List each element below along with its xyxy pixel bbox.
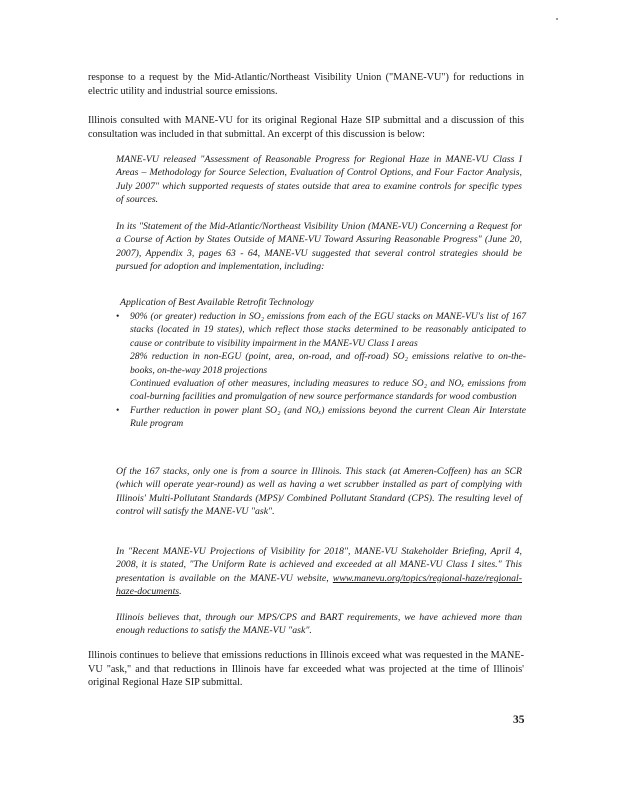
list-item-text: 90% (or greater) reduction in SO₂ emissions from each of the EGU stacks on MANE-VU's list of 167 stacks (located in 19 states), which reflect those stacks determined to be reasonably anticipated to cause or contribute to visibility impairment in the MANE-VU Class I areas: [130, 311, 526, 349]
excerpt-paragraph-2: In its "Statement of the Mid-Atlantic/Northeast Visibility Union (MANE-VU) Concerning a Request for a Course of Action by States Outside of MANE-VU Toward Assuring Reasonable Progress" (June 20, 2007), Appendix 3, pages 63 - 64, MANE-VU suggested that several control strategies should be pursued for adoption and implementation, including:: [116, 221, 522, 273]
closing-paragraph: Illinois continues to believe that emissions reductions in Illinois exceed what was requested in the MANE-VU "ask," and that reductions in Illinois have far exceeded what was projected at the time of Illinois' original Regional Haze SIP submittal.: [88, 650, 524, 689]
excerpt-paragraph-1: MANE-VU released "Assessment of Reasonable Progress for Regional Haze in MANE-VU Class I Areas – Methodology for Source Selection, Evaluation of Control Options, and Four Factor Analysis, July 2007" which supported requests of states outside that area to examine controls for specific types of sources.: [116, 154, 522, 206]
excerpt-paragraph-4-end: .: [179, 586, 182, 598]
list-item: [116, 377, 526, 404]
list-item: [116, 404, 526, 431]
mane-vu-website-link[interactable]: www.manevu.org/topics/regional-haze/regional-haze-documents: [116, 572, 522, 598]
bullet-icon: •: [116, 311, 120, 322]
list-item-text: 28% reduction in non-EGU (point, area, on-road, and off-road) SO₂ emissions relative to on-the-books, on-the-way 2018 projections: [130, 351, 526, 376]
list-item-text: Continued evaluation of other measures, including measures to reduce SO₂ and NOₓ emissions from coal-burning facilities and promulgation of new source performance standards for wood combustion: [130, 378, 526, 403]
list-item: [116, 310, 526, 350]
excerpt-list-lead: Application of Best Available Retrofit Technology: [120, 297, 314, 308]
scan-speck: [556, 18, 558, 20]
bullet-icon: •: [116, 404, 120, 416]
excerpt-paragraph-5: Illinois believes that, through our MPS/CPS and BART requirements, we have achieved more than enough reductions to satisfy the MANE-VU "ask".: [116, 612, 522, 637]
excerpt-paragraph-3: Of the 167 stacks, only one is from a source in Illinois. This stack (at Ameren-Coffeen) has an SCR (which will operate year-round) as well as having a wet scrubber installed as part of complying with Illinois' Multi-Pollutant Standards (MPS)/ Combined Pollutant Standard (CPS). The resulting level of control will satisfy the MANE-VU "ask".: [116, 466, 522, 518]
list-item: [116, 350, 526, 377]
intro-paragraph-2: Illinois consulted with MANE-VU for its original Regional Haze SIP submittal and a discussion of this consultation was included in that submittal. An excerpt of this discussion is below:: [88, 115, 524, 140]
list-item-text: Further reduction in power plant SO₂ (and NOₓ) emissions beyond the current Clean Air Interstate Rule program: [130, 404, 526, 430]
excerpt-control-list: [116, 310, 526, 431]
excerpt-paragraph-4-text: In "Recent MANE-VU Projections of Visibility for 2018", MANE-VU Stakeholder Briefing, April 4, 2008, it is stated, "The Uniform Rate is achieved and exceeded at all MANE-VU Class I sites." This presentation is available on the MANE-VU website,: [116, 546, 522, 584]
intro-paragraph-1: response to a request by the Mid-Atlantic/Northeast Visibility Union ("MANE-VU") for reductions in electric utility and industrial source emissions.: [88, 72, 524, 97]
page-number: 35: [513, 714, 525, 726]
excerpt-paragraph-4: [116, 545, 522, 599]
